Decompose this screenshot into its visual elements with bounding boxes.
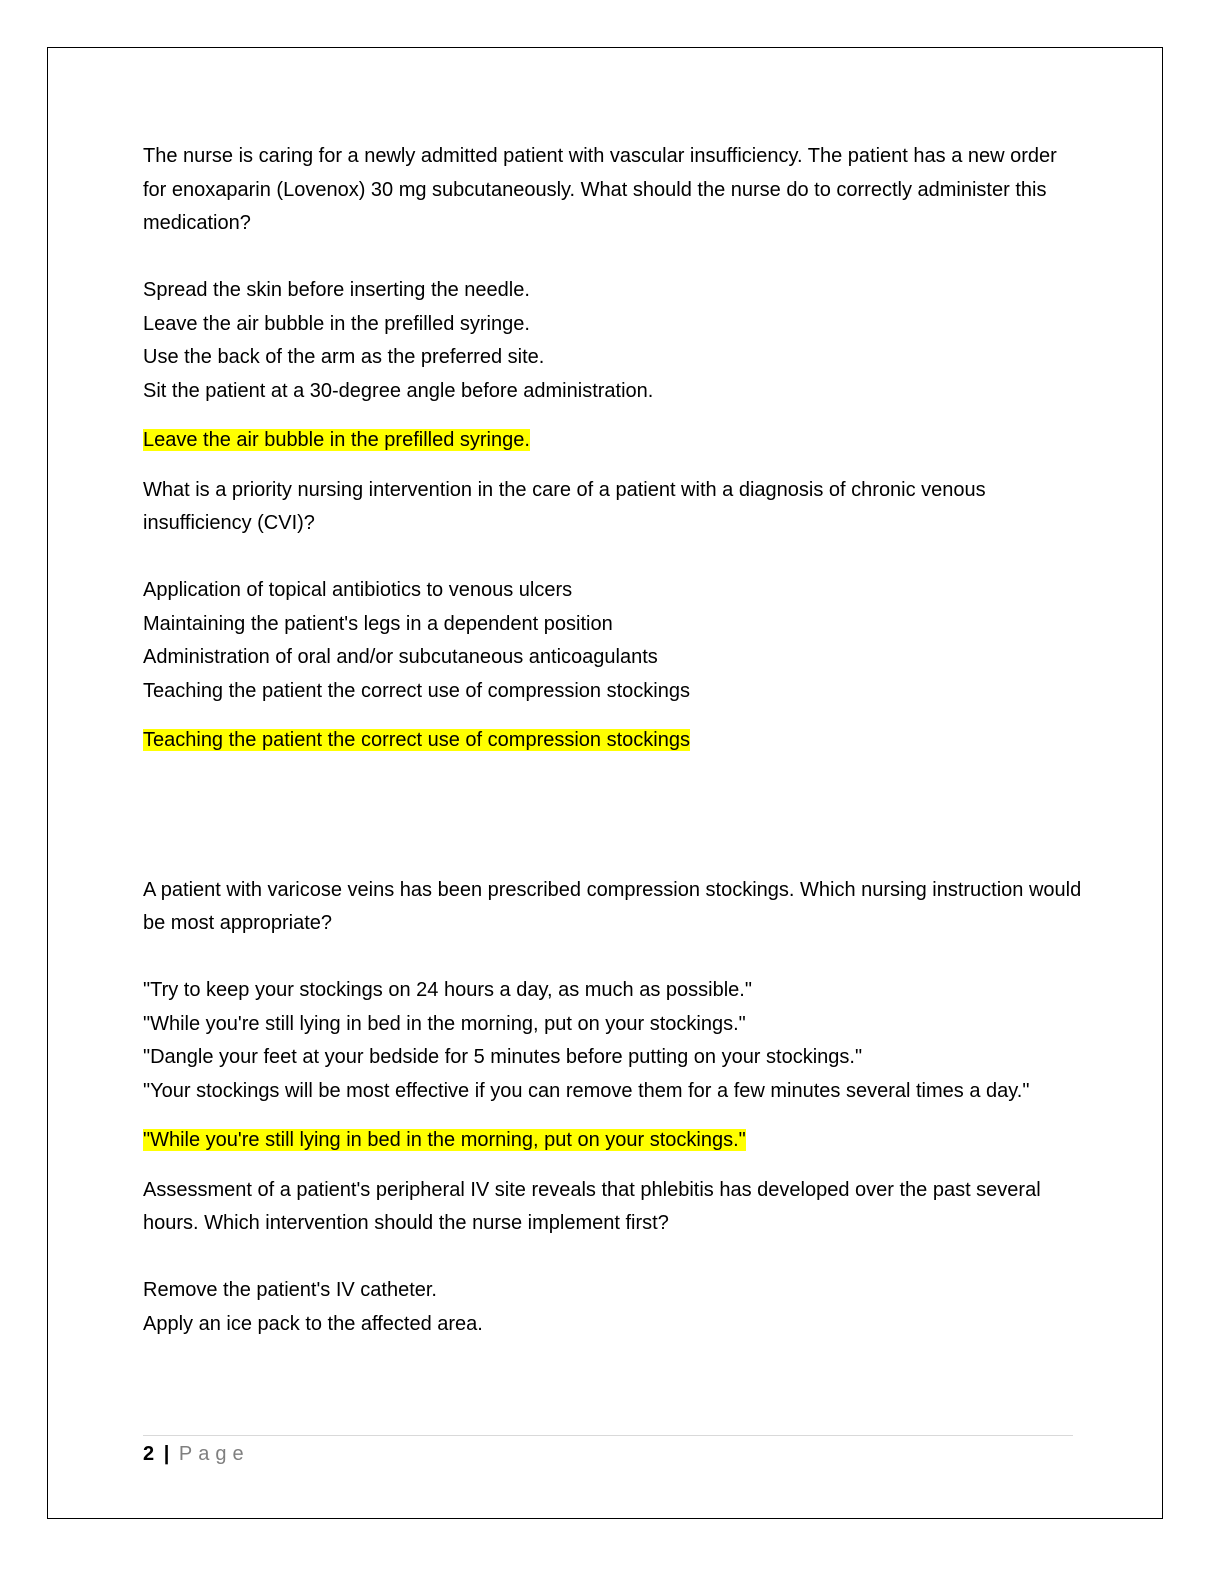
question-2-answer-line: [143, 724, 1083, 758]
highlighted-answer: Leave the air bubble in the prefilled syringe.: [143, 429, 530, 451]
blank-space: [143, 774, 1083, 874]
question-4-text: Assessment of a patient's peripheral IV site reveals that phlebitis has developed over the past several hours. Which intervention should the nurse implement first?: [143, 1178, 1041, 1234]
footer-separator: |: [163, 1443, 170, 1465]
document-body: [143, 140, 1083, 1341]
question-3-text: A patient with varicose veins has been prescribed compression stockings. Which nursing instruction would be most appropriate?: [143, 878, 1082, 934]
option: Spread the skin before inserting the needle.: [143, 279, 530, 301]
option: "Try to keep your stockings on 24 hours a day, as much as possible.": [143, 979, 752, 1001]
option: "While you're still lying in bed in the morning, put on your stockings.": [143, 1012, 746, 1035]
page-footer: [143, 1440, 250, 1468]
option: Use the back of the arm as the preferred site.: [143, 346, 545, 368]
option: Maintaining the patient's legs in a dependent position: [143, 612, 613, 635]
option: Remove the patient's IV catheter.: [143, 1279, 437, 1301]
highlighted-answer: Teaching the patient the correct use of compression stockings: [143, 729, 690, 751]
option: Apply an ice pack to the affected area.: [143, 1312, 483, 1335]
question-1-answer-line: [143, 424, 1083, 458]
question-2-text: What is a priority nursing intervention in the care of a patient with a diagnosis of chronic venous insufficiency (CVI)?: [143, 478, 986, 534]
highlighted-answer: "While you're still lying in bed in the morning, put on your stockings.": [143, 1129, 746, 1151]
option: Sit the patient at a 30-degree angle before administration.: [143, 379, 654, 402]
page-label: Page: [178, 1443, 250, 1465]
option: "Dangle your feet at your bedside for 5 minutes before putting on your stockings.": [143, 1046, 863, 1068]
option: Administration of oral and/or subcutaneous anticoagulants: [143, 646, 658, 668]
question-4-options: [143, 1274, 1083, 1341]
question-1-options: [143, 274, 1083, 408]
option: Leave the air bubble in the prefilled syringe.: [143, 312, 530, 335]
question-2-options: [143, 574, 1083, 708]
footer-divider: [143, 1435, 1073, 1436]
question-3-options: [143, 974, 1083, 1108]
question-1-text: The nurse is caring for a newly admitted patient with vascular insufficiency. The patient has a new order for enoxaparin (Lovenox) 30 mg subcutaneously. What should the nurse do to correctly administer this medication?: [143, 145, 1057, 234]
option: Application of topical antibiotics to venous ulcers: [143, 579, 573, 601]
page-number: 2: [143, 1443, 155, 1465]
option: "Your stockings will be most effective if you can remove them for a few minutes several times a day.": [143, 1079, 1030, 1102]
question-3-answer-line: [143, 1124, 1083, 1158]
option: Teaching the patient the correct use of compression stockings: [143, 679, 690, 702]
